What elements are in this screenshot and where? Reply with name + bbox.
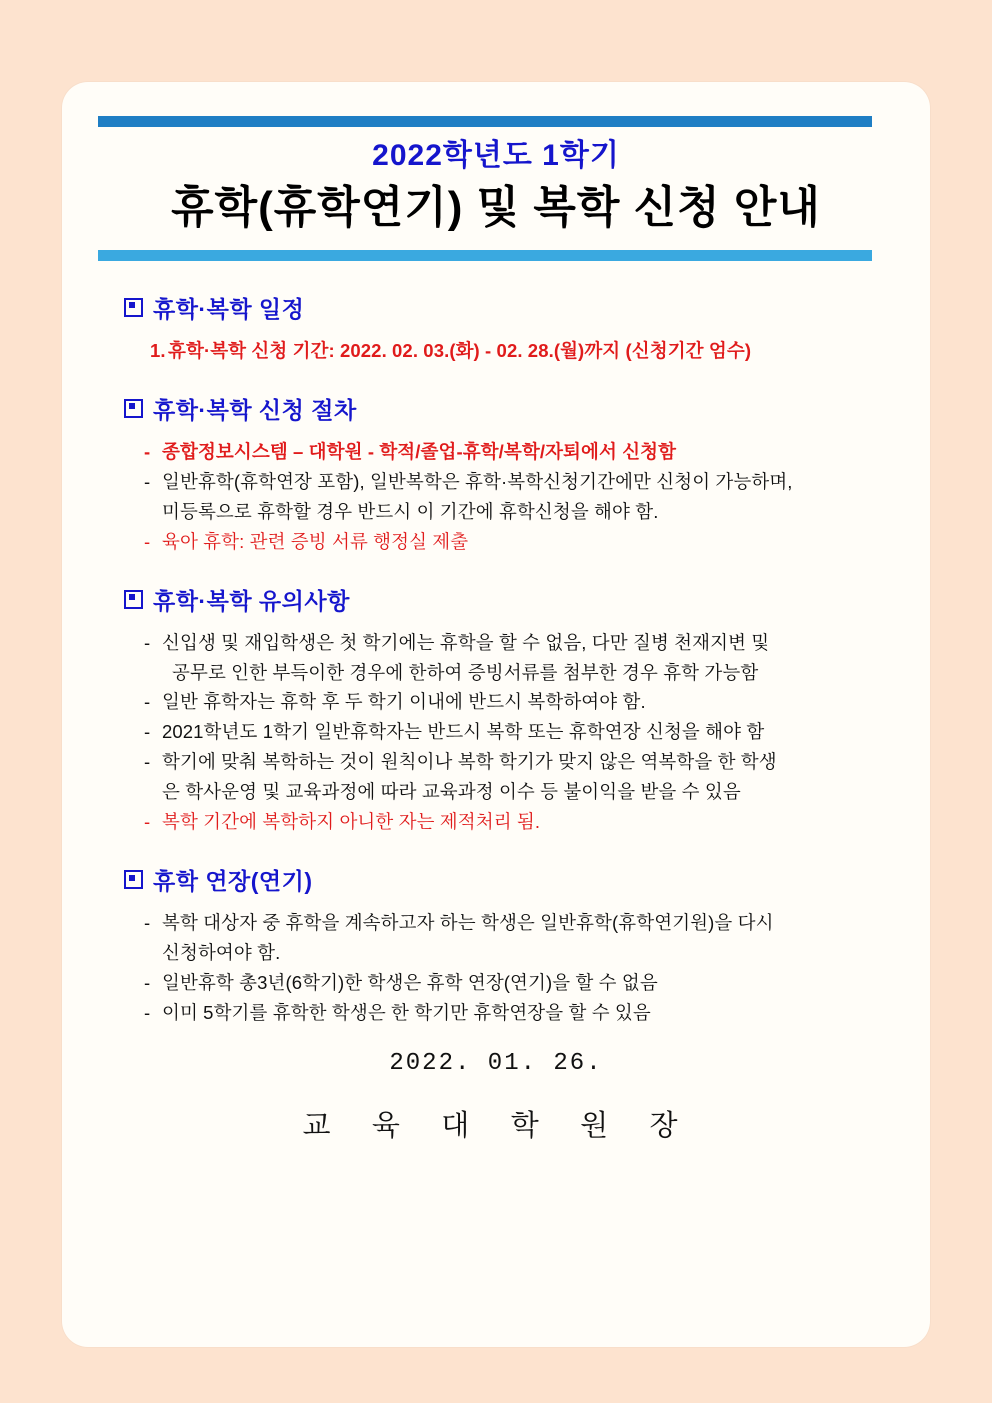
- list-marker: -: [144, 912, 151, 934]
- document-title: 휴학(휴학연기) 및 복학 신청 안내: [171, 182, 821, 232]
- list-text: 종합정보시스템 – 대학원 - 학적/졸업-휴학/복학/자퇴에서 신청함: [162, 440, 677, 462]
- list-text: 일반휴학 총3년(6학기)한 학생은 휴학 연장(연기)을 할 수 없음: [162, 972, 658, 994]
- section-heading: [124, 291, 894, 324]
- list-marker: -: [144, 811, 151, 833]
- list-text: 휴학·복학 신청 기간: 2022. 02. 03.(화) - 02. 28.(월)까지 (신청기간 엄수): [168, 339, 752, 361]
- list-item-continuation: [162, 938, 894, 968]
- list-text: 은 학사운영 및 교육과정에 따라 교육과정 이수 등 불이익을 받을 수 있음: [162, 781, 741, 803]
- section-title: 휴학·복학 일정: [153, 295, 305, 322]
- list-marker: -: [144, 470, 151, 492]
- section-title: 휴학 연장(연기): [153, 868, 313, 895]
- list-item: [144, 687, 894, 717]
- notice-content: [98, 116, 894, 1327]
- section-heading: [124, 392, 894, 425]
- list-text: 복학 대상자 중 휴학을 계속하고자 하는 학생은 일반휴학(휴학연기원)을 다시: [162, 912, 774, 934]
- list-marker: -: [144, 721, 151, 743]
- list-text: 일반 휴학자는 휴학 후 두 학기 이내에 반드시 복학하여야 함.: [162, 691, 646, 713]
- section-body: [98, 908, 894, 1028]
- list-text: 복학 기간에 복학하지 아니한 자는 제적처리 됨.: [162, 811, 541, 833]
- section-heading: [124, 583, 894, 616]
- list-text: 2021학년도 1학기 일반휴학자는 반드시 복학 또는 휴학연장 신청을 해야 함: [162, 721, 765, 743]
- list-item: [144, 628, 894, 658]
- document-subtitle: 2022학년도 1학기: [372, 139, 620, 172]
- list-marker: -: [144, 530, 151, 552]
- title-block: [98, 127, 894, 240]
- list-marker: -: [144, 631, 151, 653]
- list-text: 공무로 인한 부득이한 경우에 한하여 증빙서류를 첨부한 경우 휴학 가능함: [172, 661, 759, 683]
- list-marker: -: [144, 691, 151, 713]
- list-marker: 1.: [150, 339, 166, 361]
- list-item-continuation: [162, 497, 894, 527]
- list-text: 미등록으로 휴학할 경우 반드시 이 기간에 휴학신청을 해야 함.: [162, 500, 659, 522]
- list-marker: -: [144, 440, 151, 462]
- list-item: [144, 527, 894, 557]
- list-item: [144, 807, 894, 837]
- list-marker: -: [144, 1002, 151, 1024]
- list-text: 신입생 및 재입학생은 첫 학기에는 휴학을 할 수 없음, 다만 질병 천재지변 및: [162, 631, 770, 653]
- section-title: 휴학·복학 신청 절차: [153, 396, 357, 423]
- section-body: [98, 628, 894, 838]
- issue-date: 2022. 01. 26.: [389, 1050, 603, 1078]
- section-body: [98, 336, 894, 366]
- list-item: [150, 336, 894, 366]
- list-marker: -: [144, 972, 151, 994]
- header-rule-top: [98, 116, 872, 127]
- bullet-square-icon: [124, 298, 143, 317]
- section-procedure: [98, 392, 894, 557]
- list-text: 일반휴학(휴학연장 포함), 일반복학은 휴학·복학신청기간에만 신청이 가능하며,: [162, 470, 793, 492]
- section-title: 휴학·복학 유의사항: [153, 587, 350, 614]
- list-item: [144, 968, 894, 998]
- list-item: [144, 467, 894, 497]
- list-item-continuation: [162, 777, 894, 807]
- list-item: [144, 908, 894, 938]
- list-text: 육아 휴학: 관련 증빙 서류 행정실 제출: [162, 530, 469, 552]
- list-item: [144, 717, 894, 747]
- section-body: [98, 437, 894, 557]
- notice-page: [62, 82, 930, 1347]
- list-item: [144, 998, 894, 1028]
- list-text: 학기에 맞춰 복학하는 것이 원칙이나 복학 학기가 맞지 않은 역복학을 한 학생: [162, 751, 777, 773]
- section-heading: [124, 863, 894, 896]
- section-notes: [98, 583, 894, 838]
- section-schedule: [98, 291, 894, 366]
- bullet-square-icon: [124, 590, 143, 609]
- bullet-square-icon: [124, 870, 143, 889]
- section-extension: [98, 863, 894, 1028]
- list-text: 신청하여야 함.: [162, 942, 281, 964]
- header-rule-bottom: [98, 250, 872, 261]
- list-text: 이미 5학기를 휴학한 학생은 한 학기만 휴학연장을 할 수 있음: [162, 1002, 651, 1024]
- bullet-square-icon: [124, 399, 143, 418]
- list-item-continuation: [172, 658, 894, 688]
- list-marker: -: [144, 751, 151, 773]
- list-item: [144, 437, 894, 467]
- list-item: [144, 747, 894, 777]
- issuing-authority: 교 육 대 학 원 장: [302, 1111, 690, 1145]
